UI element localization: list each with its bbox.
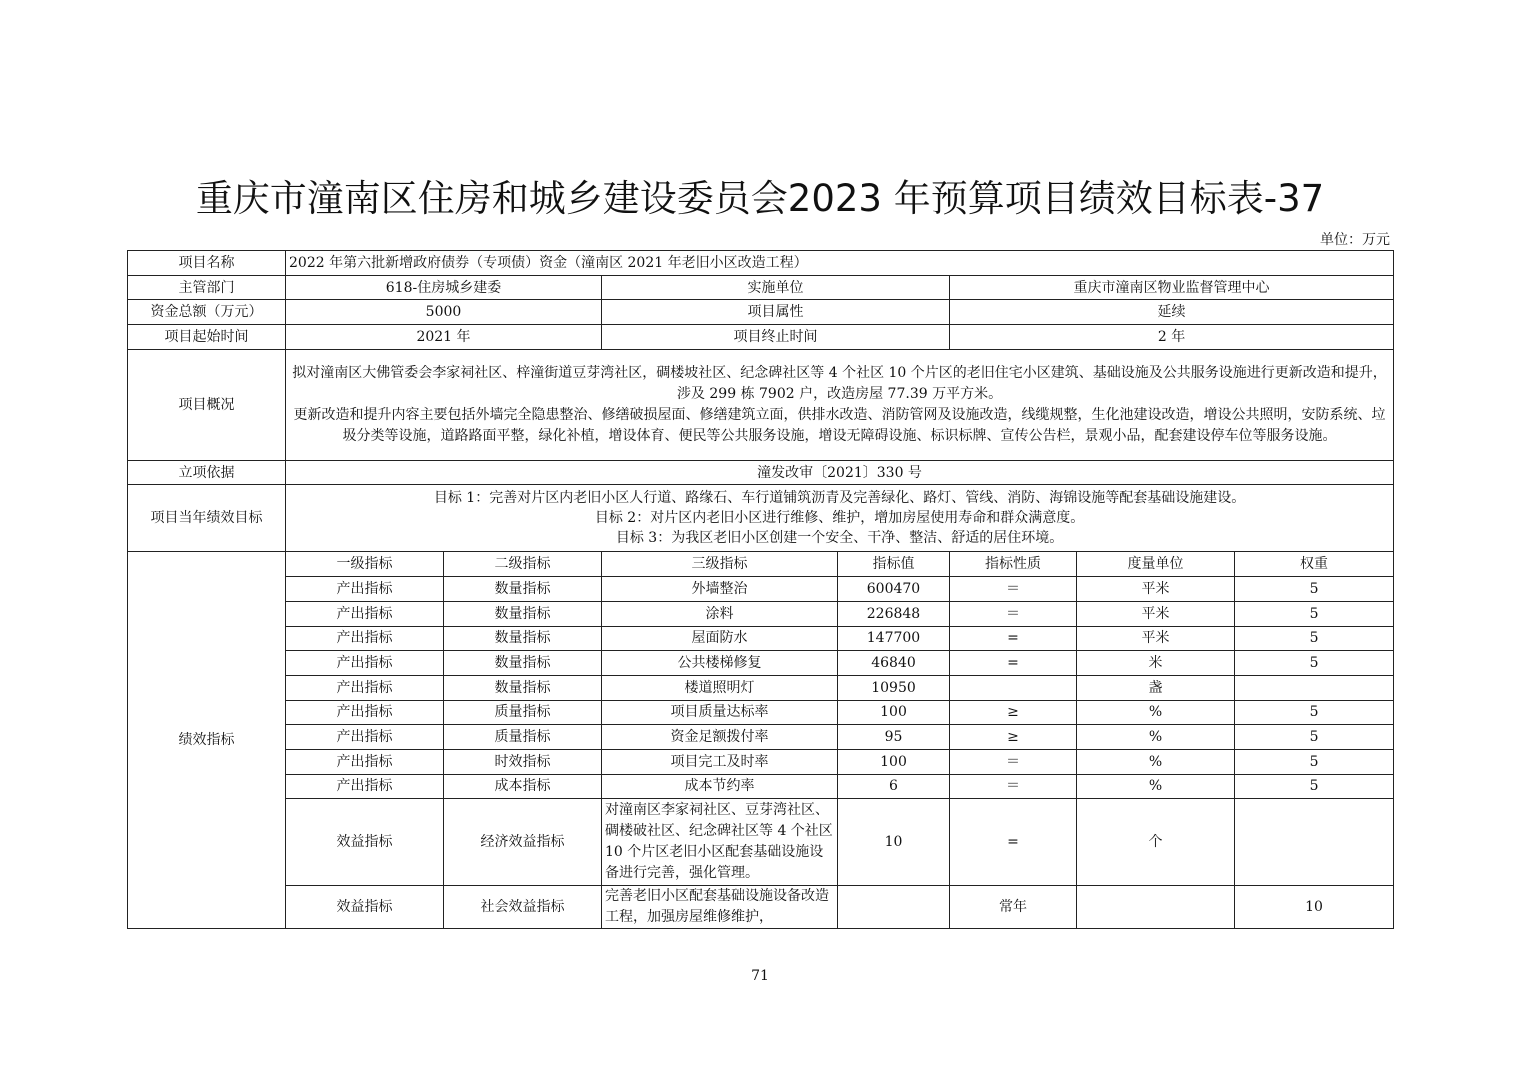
table-cell: 完善老旧小区配套基础设施设备改造工程，加强房屋维修维护， — [602, 886, 838, 929]
table-row — [128, 601, 1394, 626]
header-cell: 二级指标 — [444, 552, 602, 577]
table-cell: 屋面防水 — [602, 626, 838, 651]
table-cell: 时效指标 — [444, 749, 602, 774]
header-cell: 一级指标 — [286, 552, 444, 577]
table-cell: 对潼南区李家祠社区、豆芽湾社区、碉楼破社区、纪念碑社区等 4 个社区 10 个片区老旧小区配套基础设施设备进行完善，强化管理。 — [602, 799, 838, 886]
table-cell: 成本指标 — [444, 774, 602, 799]
goal-label: 项目当年绩效目标 — [128, 485, 286, 552]
table-cell: 5 — [1235, 700, 1394, 725]
table-cell: 成本节约率 — [602, 774, 838, 799]
row-overview — [128, 349, 1394, 460]
table-row — [128, 651, 1394, 676]
table-cell: 产出指标 — [286, 725, 444, 750]
table-cell: % — [1077, 700, 1235, 725]
table-cell: 产出指标 — [286, 651, 444, 676]
table-cell: 5 — [1235, 774, 1394, 799]
table-cell: 质量指标 — [444, 725, 602, 750]
table-cell: 产出指标 — [286, 577, 444, 602]
table-cell: 6 — [838, 774, 950, 799]
table-cell: 产出指标 — [286, 749, 444, 774]
table-cell: 数量指标 — [444, 601, 602, 626]
table-cell: 平米 — [1077, 577, 1235, 602]
table-cell: ＝ — [950, 774, 1077, 799]
attr-value: 延续 — [950, 300, 1394, 325]
row-project-name — [128, 251, 1394, 276]
goal-value — [286, 485, 1394, 552]
overview-value — [286, 349, 1394, 460]
table-cell: 600470 — [838, 577, 950, 602]
table-row — [128, 886, 1394, 929]
table-cell: 质量指标 — [444, 700, 602, 725]
impl-label: 实施单位 — [602, 275, 950, 300]
project-name-label: 项目名称 — [128, 251, 286, 276]
header-cell: 权重 — [1235, 552, 1394, 577]
table-cell: 社会效益指标 — [444, 886, 602, 929]
table-row — [128, 700, 1394, 725]
funds-value: 5000 — [286, 300, 602, 325]
table-cell: ＝ — [950, 749, 1077, 774]
row-goals — [128, 485, 1394, 552]
table-cell: 10 — [838, 799, 950, 886]
table-cell: 常年 — [950, 886, 1077, 929]
row-perf-header — [128, 552, 1394, 577]
overview-paragraph-1: 拟对潼南区大佛管委会李家祠社区、梓潼街道豆芽湾社区，碉楼坡社区、纪念碑社区等 4 个社区 10 个片区的老旧住宅小区建筑、基础设施及公共服务设施进行更新改造和提升，涉及 299 栋 7902 户，改造房屋 77.39 万平方米。 — [292, 364, 1387, 402]
attr-label: 项目属性 — [602, 300, 950, 325]
table-cell: 产出指标 — [286, 675, 444, 700]
table-cell: 平米 — [1077, 601, 1235, 626]
end-value: 2 年 — [950, 325, 1394, 350]
table-cell: 数量指标 — [444, 626, 602, 651]
table-cell: 数量指标 — [444, 675, 602, 700]
perf-label: 绩效指标 — [128, 552, 286, 929]
table-cell: 外墙整治 — [602, 577, 838, 602]
page-title: 重庆市潼南区住房和城乡建设委员会2023 年预算项目绩效目标表-37 — [195, 177, 1325, 220]
table-cell — [1235, 675, 1394, 700]
table-cell: 经济效益指标 — [444, 799, 602, 886]
funds-label: 资金总额（万元） — [128, 300, 286, 325]
table-cell: = — [950, 626, 1077, 651]
table-cell: 5 — [1235, 601, 1394, 626]
table-row — [128, 577, 1394, 602]
table-cell: 5 — [1235, 651, 1394, 676]
table-cell: 产出指标 — [286, 700, 444, 725]
table-row — [128, 725, 1394, 750]
row-basis — [128, 460, 1394, 485]
goal-1: 目标 1：完善对片区内老旧小区人行道、路缘石、车行道铺筑沥青及完善绿化、路灯、管线、消防、海锦设施等配套基础设施建设。 — [433, 490, 1246, 507]
table-cell: 产出指标 — [286, 626, 444, 651]
header-cell: 指标性质 — [950, 552, 1077, 577]
table-cell: % — [1077, 774, 1235, 799]
table-cell: 226848 — [838, 601, 950, 626]
table-cell — [1235, 799, 1394, 886]
table-cell: 10 — [1235, 886, 1394, 929]
table-cell: 100 — [838, 749, 950, 774]
overview-paragraph-2: 更新改造和提升内容主要包括外墙完全隐患整治、修缮破损屋面、修缮建筑立面，供排水改造、消防管网及设施改造，线缆规整，生化池建设改造，增设公共照明，安防系统、垃圾分类等设施，道路路面平整，绿化补植，增设体育、便民等公共服务设施，增设无障碍设施、标识标牌、宣传公告栏，景观小品，配套建设停车位等服务设施。 — [293, 406, 1386, 444]
table-cell: 数量指标 — [444, 577, 602, 602]
table-cell: 效益指标 — [286, 886, 444, 929]
table-cell: 产出指标 — [286, 774, 444, 799]
table-cell: % — [1077, 725, 1235, 750]
table-cell: 5 — [1235, 577, 1394, 602]
row-funds — [128, 300, 1394, 325]
end-label: 项目终止时间 — [602, 325, 950, 350]
table-row — [128, 626, 1394, 651]
goal-2: 目标 2：对片区内老旧小区进行维修、维护，增加房屋使用寿命和群众满意度。 — [594, 510, 1085, 527]
table-row — [128, 774, 1394, 799]
table-cell: 95 — [838, 725, 950, 750]
project-name-value: 2022 年第六批新增政府债券（专项债）资金（潼南区 2021 年老旧小区改造工程） — [286, 251, 1394, 276]
row-dept — [128, 275, 1394, 300]
dept-label: 主管部门 — [128, 275, 286, 300]
impl-value: 重庆市潼南区物业监督管理中心 — [950, 275, 1394, 300]
basis-label: 立项依据 — [128, 460, 286, 485]
start-value: 2021 年 — [286, 325, 602, 350]
table-cell: 公共楼梯修复 — [602, 651, 838, 676]
basis-value: 潼发改审〔2021〕330 号 — [286, 460, 1394, 485]
overview-label: 项目概况 — [128, 349, 286, 460]
table-cell: = — [950, 651, 1077, 676]
table-cell: 10950 — [838, 675, 950, 700]
table-cell: 产出指标 — [286, 601, 444, 626]
goal-3: 目标 3：为我区老旧小区创建一个安全、干净、整洁、舒适的居住环境。 — [615, 530, 1064, 547]
table-cell: 147700 — [838, 626, 950, 651]
table-cell: 盏 — [1077, 675, 1235, 700]
start-label: 项目起始时间 — [128, 325, 286, 350]
table-cell: 46840 — [838, 651, 950, 676]
table-cell: 数量指标 — [444, 651, 602, 676]
table-cell: = — [950, 799, 1077, 886]
page-number: 71 — [751, 968, 769, 984]
table-cell: 项目质量达标率 — [602, 700, 838, 725]
table-cell: ≥ — [950, 725, 1077, 750]
row-time — [128, 325, 1394, 350]
table-cell: 项目完工及时率 — [602, 749, 838, 774]
header-cell: 指标值 — [838, 552, 950, 577]
table-cell: ＝ — [950, 577, 1077, 602]
unit-label: 单位：万元 — [1320, 232, 1390, 248]
table-cell: 5 — [1235, 626, 1394, 651]
table-cell: ＝ — [950, 601, 1077, 626]
table-cell: 米 — [1077, 651, 1235, 676]
table-cell: 个 — [1077, 799, 1235, 886]
table-cell — [950, 675, 1077, 700]
table-cell — [838, 886, 950, 929]
table-row — [128, 749, 1394, 774]
dept-value: 618-住房城乡建委 — [286, 275, 602, 300]
header-cell: 度量单位 — [1077, 552, 1235, 577]
table-cell — [1077, 886, 1235, 929]
table-cell: 效益指标 — [286, 799, 444, 886]
table-cell: 5 — [1235, 725, 1394, 750]
table-cell: % — [1077, 749, 1235, 774]
table-row — [128, 675, 1394, 700]
table-cell: 楼道照明灯 — [602, 675, 838, 700]
header-cell: 三级指标 — [602, 552, 838, 577]
table-row — [128, 799, 1394, 886]
table-cell: ≥ — [950, 700, 1077, 725]
table-cell: 100 — [838, 700, 950, 725]
table-cell: 涂料 — [602, 601, 838, 626]
table-cell: 资金足额拨付率 — [602, 725, 838, 750]
table-cell: 平米 — [1077, 626, 1235, 651]
performance-table — [127, 250, 1394, 929]
table-cell: 5 — [1235, 749, 1394, 774]
